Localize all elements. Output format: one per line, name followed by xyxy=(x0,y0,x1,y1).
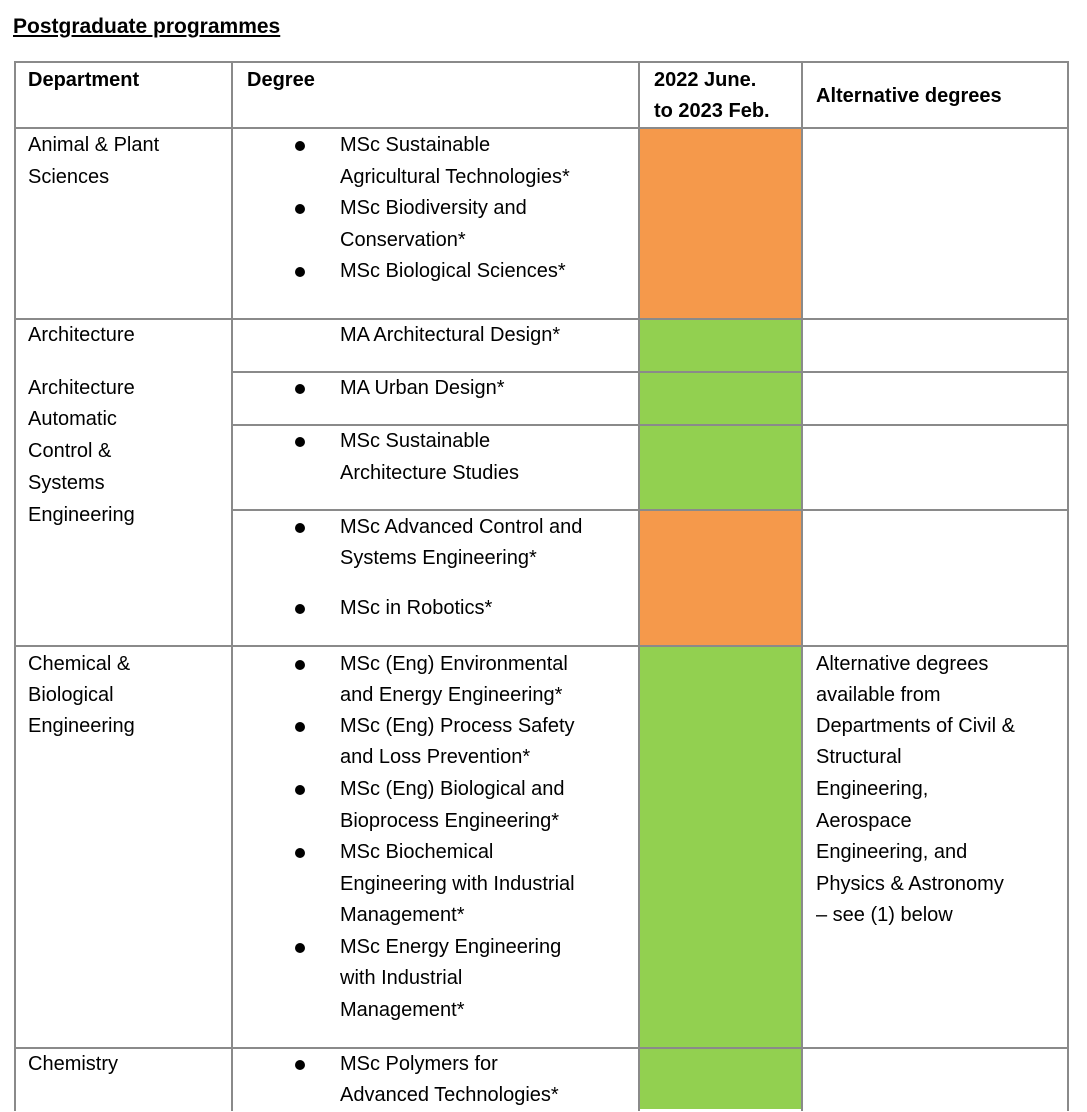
degree-line: Bioprocess Engineering* xyxy=(340,810,560,832)
col-divider-3 xyxy=(801,61,803,1111)
row-divider xyxy=(231,509,1069,511)
degree-line: MSc Polymers for xyxy=(340,1053,498,1075)
alternative-line: Engineering, xyxy=(816,778,929,800)
degree-line: MSc Biochemical xyxy=(340,841,494,863)
header-period-line2: to 2023 Feb. xyxy=(654,100,770,122)
degree-line: MSc Biological Sciences* xyxy=(340,260,566,282)
degree-line: with Industrial xyxy=(340,967,463,989)
bullet-icon xyxy=(295,722,305,732)
degree-line: Advanced Technologies* xyxy=(340,1084,559,1106)
header-alternative: Alternative degrees xyxy=(816,85,1002,107)
dept-name: Chemistry xyxy=(28,1053,119,1075)
degree-line: Architecture Studies xyxy=(340,462,519,484)
degree-line: Conservation* xyxy=(340,229,466,251)
bullet-icon xyxy=(295,437,305,447)
bullet-icon xyxy=(295,604,305,614)
degree-line: MSc Biodiversity and xyxy=(340,197,527,219)
alternative-line: Physics & Astronomy xyxy=(816,873,1004,895)
degree-line: Management* xyxy=(340,904,465,926)
bullet-icon xyxy=(295,785,305,795)
row-divider xyxy=(14,645,1069,647)
degree-line: MSc (Eng) Biological and xyxy=(340,778,565,800)
alternative-line: available from xyxy=(816,684,941,706)
alternative-line: Departments of Civil & xyxy=(816,715,1015,737)
col-divider-1 xyxy=(231,61,233,1111)
status-cell-sustainable-arch xyxy=(640,426,801,509)
degree-line: MA Architectural Design* xyxy=(340,324,561,346)
degree-line: MSc (Eng) Environmental xyxy=(340,653,568,675)
table-border-top xyxy=(14,61,1069,63)
bullet-icon xyxy=(295,660,305,670)
degree-line: MSc Energy Engineering xyxy=(340,936,562,958)
bullet-icon xyxy=(295,204,305,214)
dept-name: Architecture xyxy=(28,377,135,399)
degree-line: MSc (Eng) Process Safety xyxy=(340,715,575,737)
status-cell-chemical xyxy=(640,647,801,1047)
bullet-icon xyxy=(295,848,305,858)
degree-line: MSc in Robotics* xyxy=(340,597,493,619)
degree-line: Management* xyxy=(340,999,465,1021)
status-cell-chemistry xyxy=(640,1049,801,1109)
col-divider-2 xyxy=(638,61,640,1111)
status-cell-animal xyxy=(640,129,801,318)
degree-line: MA Urban Design* xyxy=(340,377,505,399)
dept-name: Automatic xyxy=(28,408,117,430)
bullet-icon xyxy=(295,141,305,151)
degree-line: MSc Sustainable xyxy=(340,430,491,452)
dept-name: Architecture xyxy=(28,324,135,346)
bullet-icon xyxy=(295,384,305,394)
bullet-icon xyxy=(295,943,305,953)
row-divider xyxy=(14,127,1069,129)
alternative-line: – see (1) below xyxy=(816,904,953,926)
page-title: Postgraduate programmes xyxy=(13,15,281,38)
table-border-left xyxy=(14,61,16,1111)
bullet-icon xyxy=(295,267,305,277)
dept-name: Chemical & xyxy=(28,653,131,675)
degree-line: Agricultural Technologies* xyxy=(340,166,570,188)
alternative-line: Aerospace xyxy=(816,810,912,832)
dept-name: Engineering xyxy=(28,504,135,526)
status-cell-urban-design xyxy=(640,373,801,424)
bullet-icon xyxy=(295,523,305,533)
dept-name: Control & xyxy=(28,440,112,462)
header-department: Department xyxy=(28,69,140,91)
dept-name: Sciences xyxy=(28,166,110,188)
header-degree: Degree xyxy=(247,69,315,91)
table-border-right xyxy=(1067,61,1069,1111)
dept-name: Biological xyxy=(28,684,114,706)
dept-name: Engineering xyxy=(28,715,135,737)
degree-line: MSc Advanced Control and xyxy=(340,516,583,538)
status-cell-arch-design xyxy=(640,320,801,371)
degree-line: and Energy Engineering* xyxy=(340,684,563,706)
degree-line: Systems Engineering* xyxy=(340,547,537,569)
header-period-line1: 2022 June. xyxy=(654,69,757,91)
degree-line: and Loss Prevention* xyxy=(340,746,531,768)
status-cell-control xyxy=(640,511,801,645)
alternative-line: Engineering, and xyxy=(816,841,968,863)
dept-name: Animal & Plant xyxy=(28,134,160,156)
degree-line: MSc Sustainable xyxy=(340,134,491,156)
bullet-icon xyxy=(295,1060,305,1070)
degree-line: Engineering with Industrial xyxy=(340,873,575,895)
row-divider xyxy=(14,1047,1069,1049)
alternative-line: Alternative degrees xyxy=(816,653,989,675)
dept-name: Systems xyxy=(28,472,105,494)
alternative-line: Structural xyxy=(816,746,902,768)
